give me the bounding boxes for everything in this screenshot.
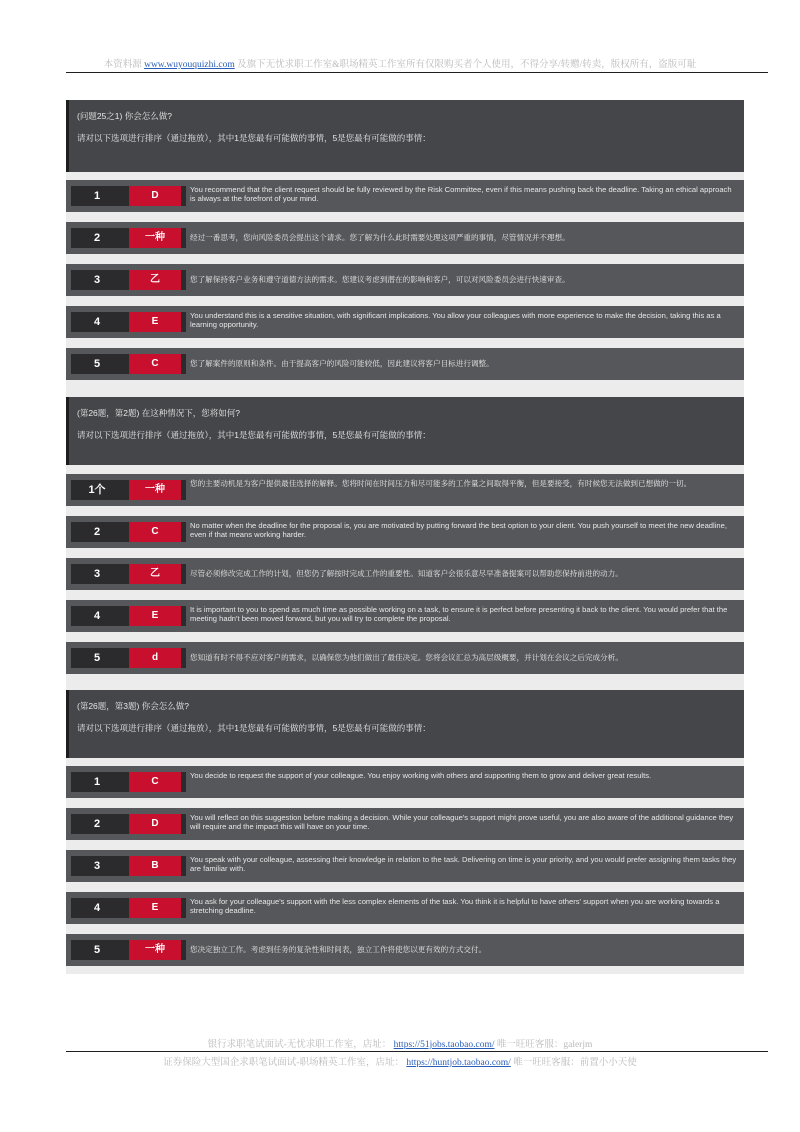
question-instruction: 请对以下选项进行排序（通过拖放），其中1是您最有可能做的事情，5是您最有可能做的事情： — [77, 133, 431, 143]
option-text: 尽管必须修改完成工作的计划，但您仍了解按时完成工作的重要性。知道客户会很乐意尽早准备提案可以帮助您保持前进的动力。 — [190, 569, 623, 578]
rank-number: 3 — [93, 860, 101, 872]
copyright-prefix: 本资料源 — [103, 60, 142, 70]
question-block-3 — [66, 690, 744, 758]
option-text: You recommend that the client request should be fully reviewed by the Risk Committee, even if this means pushing back the deadline. Taking an ethical approach is always at the forefront of your mind. — [190, 185, 732, 203]
footer-line-2 — [0, 1054, 800, 1068]
footer-shop-2-label: 证券保险大型国企求职笔试面试-职场精英工作室，店址： — [163, 1058, 404, 1068]
footer-shop-2-service: 唯一旺旺客服：前置小小天使 — [513, 1058, 637, 1068]
option-row[interactable] — [66, 516, 744, 548]
footer-shop-1-label: 银行求职笔试面试-无忧求职工作室，店址： — [207, 1040, 392, 1050]
rank-number: 4 — [93, 316, 101, 328]
question-instruction: 请对以下选项进行排序（通过拖放），其中1是您最有可能做的事情，5是您最有可能做的事情： — [77, 430, 431, 440]
option-letter-badge: D — [129, 814, 181, 834]
option-text: You understand this is a sensitive situation, with significant implications. You allow your colleagues with more experience to make the decision, taking this as a learning opportunity. — [190, 311, 721, 329]
option-text: 您决定独立工作。考虑到任务的复杂性和时间表，独立工作将使您以更有效的方式交付。 — [190, 945, 487, 954]
option-text: You will reflect on this suggestion before making a decision. While your colleague's support might prove useful, you are also aware of the additional guidance they will require and the impact this will have on your time. — [190, 813, 734, 831]
option-text: 您了解案件的原则和条件。由于提高客户的风险可能较低，因此建议将客户目标进行调整。 — [190, 359, 494, 368]
rank-number: 5 — [93, 944, 101, 956]
rank-number: 2 — [93, 818, 101, 830]
rank-number: 3 — [93, 274, 101, 286]
rank-number: 1个 — [88, 484, 106, 496]
footer-line-1 — [0, 1036, 800, 1050]
option-row[interactable] — [66, 306, 744, 338]
option-row[interactable] — [66, 850, 744, 882]
rank-number: 5 — [93, 358, 101, 370]
option-text: You decide to request the support of your colleague. You enjoy working with others and supporting them to grow and deliver great results. — [190, 771, 652, 780]
option-text: You ask for your colleague's support with the less complex elements of the task. You think it is helpful to have others' support when you are working towards a stretching deadline. — [190, 897, 720, 915]
option-row[interactable] — [66, 808, 744, 840]
option-letter-badge: E — [129, 312, 181, 332]
option-letter-badge: 一种 — [129, 480, 181, 500]
option-text: 经过一番思考，您向风险委员会提出这个请求。您了解为什么此时需要处理这项严重的事情，尽管情况并不理想。 — [190, 233, 570, 242]
option-text: You speak with your colleague, assessing their knowledge in relation to the task. Delivering on time is your priority, and you would prefer assigning them tasks they are familiar with. — [190, 855, 737, 873]
option-letter-badge: C — [129, 772, 181, 792]
option-row[interactable] — [66, 180, 744, 212]
rank-number: 4 — [93, 610, 101, 622]
option-letter-badge: 乙 — [129, 270, 181, 290]
question-block-2 — [66, 397, 744, 465]
copyright-suffix: 及旗下无忧求职工作室&职场精英工作室所有仅限购买者个人使用，不得分享/转赠/转卖，版权所有，盗版可耻 — [237, 60, 697, 70]
option-text: 您知道有时不得不应对客户的需求，以确保您为他们做出了最佳决定。您将会议汇总为高层级概要，并计划在会议之后完成分析。 — [190, 653, 623, 662]
rank-number: 1 — [93, 776, 101, 788]
header-divider — [66, 72, 768, 73]
footer-shop-2-link[interactable]: https://huntjob.taobao.com/ — [406, 1058, 511, 1068]
question-instruction: 请对以下选项进行排序（通过拖放），其中1是您最有可能做的事情，5是您最有可能做的事情： — [77, 723, 431, 733]
option-row[interactable] — [66, 934, 744, 966]
footer-shop-1-service: 唯一旺旺客服：galerjm — [496, 1040, 593, 1050]
rank-number: 1 — [93, 190, 101, 202]
option-text: No matter when the deadline for the proposal is, you are motivated by putting forward the best option to your client. You push yourself to meet the new deadline, even if that means working harder. — [190, 521, 727, 539]
footer-divider — [66, 1051, 768, 1052]
option-row[interactable] — [66, 600, 744, 632]
footer-shop-1-link[interactable]: https://51jobs.taobao.com/ — [393, 1040, 495, 1050]
option-row[interactable] — [66, 264, 744, 296]
question-block-1 — [66, 100, 744, 172]
option-letter-badge: D — [129, 186, 181, 206]
option-text: 您了解保持客户业务和遵守道德方法的需求。您建议考虑到潜在的影响和客户，可以对风险委员会进行快速审查。 — [190, 275, 570, 284]
option-row[interactable] — [66, 558, 744, 590]
source-link[interactable]: www.wuyouquizhi.com — [144, 60, 235, 70]
option-letter-badge: 一种 — [129, 228, 181, 248]
copyright-notice — [0, 56, 800, 70]
option-letter-badge: E — [129, 898, 181, 918]
option-row[interactable] — [66, 348, 744, 380]
option-row[interactable] — [66, 766, 744, 798]
option-letter-badge: 一种 — [129, 940, 181, 960]
question-title: (问题25之1) 你会怎么做? — [77, 111, 172, 121]
option-text: It is important to you to spend as much time as possible working on a task, to ensure it is perfect before presenting it back to the client. You would prefer that the meeting hadn't been moved forward, but you will try to complete the proposal. — [190, 605, 728, 623]
option-row[interactable] — [66, 474, 744, 506]
option-row[interactable] — [66, 892, 744, 924]
rank-number: 3 — [93, 568, 101, 580]
question-title: (第26题，第3题) 你会怎么做? — [77, 701, 189, 711]
option-letter-badge: 乙 — [129, 564, 181, 584]
option-letter-badge: C — [129, 354, 181, 374]
option-row[interactable] — [66, 642, 744, 674]
option-letter-badge: E — [129, 606, 181, 626]
rank-number: 2 — [93, 526, 101, 538]
rank-number: 5 — [93, 652, 101, 664]
option-text: 您的主要动机是为客户提供最佳选择的解释。您将时间在时间压力和尽可能多的工作量之间取得平衡，但是要接受，有时候您无法做到已想做的一切。 — [190, 479, 692, 488]
option-row[interactable] — [66, 222, 744, 254]
option-letter-badge: C — [129, 522, 181, 542]
rank-number: 4 — [93, 902, 101, 914]
option-letter-badge: d — [129, 648, 181, 668]
question-title: (第26题，第2题) 在这种情况下，您将如何? — [77, 408, 240, 418]
option-letter-badge: B — [129, 856, 181, 876]
rank-number: 2 — [93, 232, 101, 244]
